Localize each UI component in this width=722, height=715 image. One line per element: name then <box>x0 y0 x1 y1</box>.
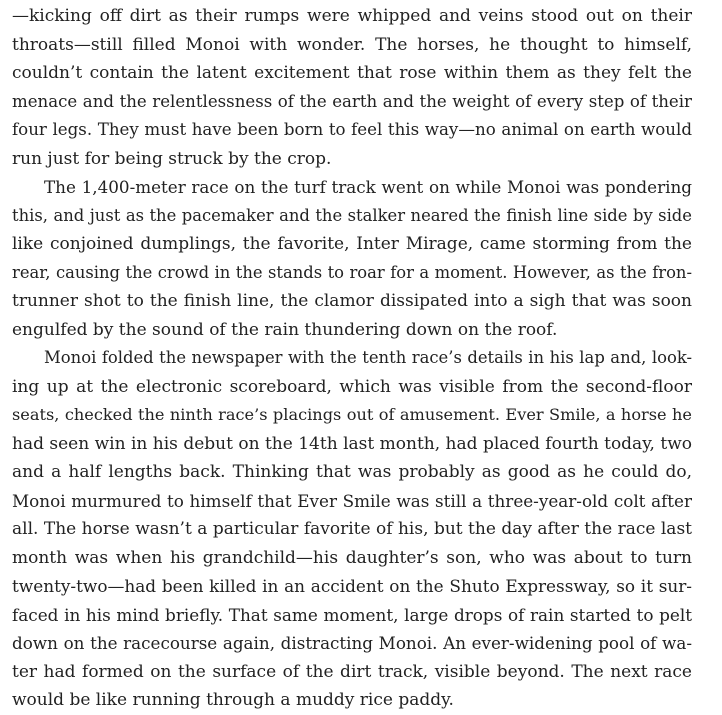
text-line: twenty-two—had been killed in an accident on the Shuto Expressway, so it sur- <box>12 576 692 596</box>
document-page <box>12 2 692 715</box>
text-line: engulfed by the sound of the rain thundering down on the roof. <box>12 319 558 340</box>
text-line: had seen win in his debut on the 14th last month, had placed fourth today, two <box>12 433 692 454</box>
text-line: faced in his mind briefly. That same moment, large drops of rain started to pelt <box>12 604 692 625</box>
text-line: throats—still filled Monoi with wonder. The horses, he thought to himself, <box>12 34 692 55</box>
text-line: down on the racecourse again, distracting Monoi. An ever-widening pool of wa- <box>12 633 692 653</box>
paragraph <box>12 344 692 715</box>
paragraph <box>12 2 692 173</box>
text-line: four legs. They must have been born to feel this way—no animal on earth would <box>12 120 692 139</box>
text-line: and a half lengths back. Thinking that was probably as good as he could do, <box>12 462 692 482</box>
text-line: ing up at the electronic scoreboard, which was visible from the second-floor <box>12 376 692 397</box>
paragraph <box>12 173 692 344</box>
text-line: like conjoined dumplings, the favorite, Inter Mirage, came storming from the <box>12 234 692 254</box>
text-line: couldn’t contain the latent excitement that rose within them as they felt the <box>12 63 692 83</box>
text-line: seats, checked the ninth race’s placings out of amusement. Ever Smile, a horse he <box>12 405 692 424</box>
text-line: would be like running through a muddy rice paddy. <box>12 690 454 710</box>
text-line: rear, causing the crowd in the stands to roar for a moment. However, as the fron- <box>12 262 692 282</box>
text-line: menace and the relentlessness of the earth and the weight of every step of their <box>12 91 692 111</box>
text-line: ter had formed on the surface of the dirt track, visible beyond. The next race <box>12 661 692 682</box>
text-line: trunner shot to the finish line, the clamor dissipated into a sigh that was soon <box>12 291 692 311</box>
text-line: run just for being struck by the crop. <box>12 148 332 169</box>
text-line: The 1,400-meter race on the turf track went on while Monoi was pondering <box>44 177 692 197</box>
text-line: Monoi folded the newspaper with the tenth race’s details in his lap and, look- <box>44 348 692 367</box>
text-line: month was when his grandchild—his daughter’s son, who was about to turn <box>12 547 692 568</box>
text-line: all. The horse wasn’t a particular favorite of his, but the day after the race last <box>12 519 692 539</box>
text-line: this, and just as the pacemaker and the stalker neared the finish line side by side <box>12 205 692 225</box>
text-line: Monoi murmured to himself that Ever Smile was still a three-year-old colt after <box>12 490 692 511</box>
text-line: —kicking off dirt as their rumps were whipped and veins stood out on their <box>12 6 692 26</box>
